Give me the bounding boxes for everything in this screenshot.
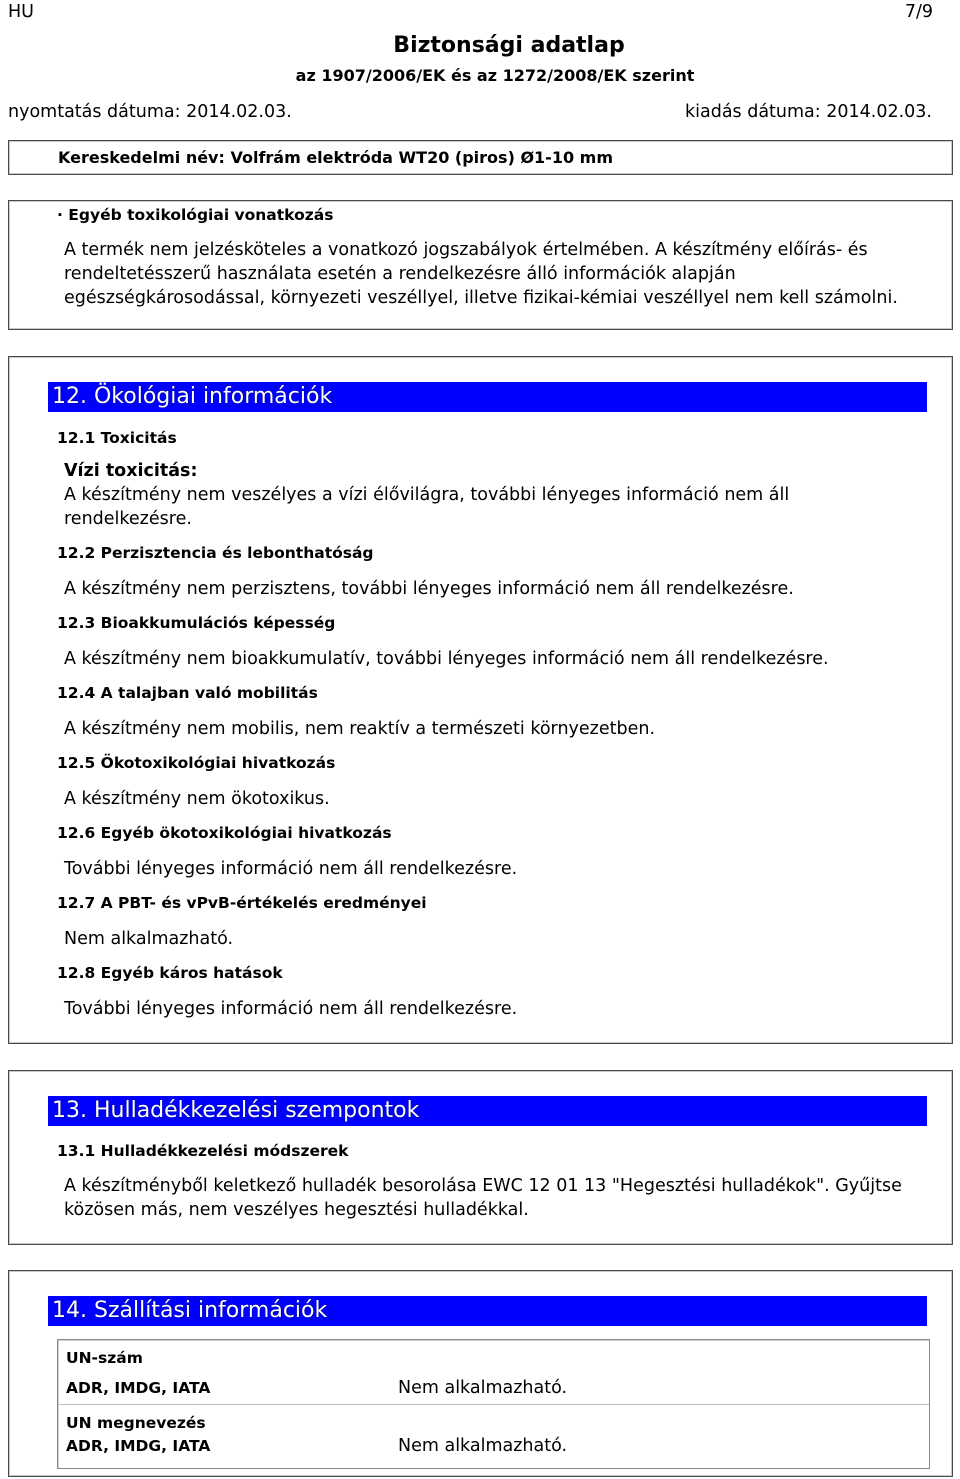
un-name-value: Nem alkalmazható. <box>398 1436 568 1456</box>
subsection-12-1-text-line: A készítmény nem veszélyes a vízi élővilágra, további lényeges információ nem áll <box>64 485 790 505</box>
table-subrow <box>66 1376 929 1400</box>
paragraph-line: rendeltetésszerű használata esetén a rendelkezésre álló információk alapján <box>64 264 736 284</box>
subsection-12-8-heading: 12.8 Egyéb káros hatások <box>57 964 283 982</box>
document-subtitle: az 1907/2006/EK és az 1272/2008/EK szerint <box>295 66 695 85</box>
paragraph-line: A készítményből keletkező hulladék besorolása EWC 12 01 13 "Hegesztési hulladékok". Gyűjtse <box>64 1176 902 1196</box>
table-subrow <box>66 1434 929 1458</box>
section-12-title-bar: 12. Ökológiai információk <box>48 382 927 412</box>
section-14-title-bar: 14. Szállítási információk <box>48 1296 927 1326</box>
print-date: nyomtatás dátuma: 2014.02.03. <box>8 102 292 122</box>
language-code: HU <box>8 2 34 22</box>
subsection-12-4-heading: 12.4 A talajban való mobilitás <box>57 684 318 702</box>
subsection-12-1-heading: 12.1 Toxicitás <box>57 429 177 447</box>
subsection-12-3-text: A készítmény nem bioakkumulatív, további lényeges információ nem áll rendelkezésre. <box>64 649 829 669</box>
subsection-12-4-text: A készítmény nem mobilis, nem reaktív a természeti környezetben. <box>64 719 656 739</box>
un-name-label: UN megnevezés <box>66 1414 206 1432</box>
paragraph-line: A termék nem jelzésköteles a vonatkozó jogszabályok értelmében. A készítmény előírás- és <box>64 240 868 260</box>
issue-date: kiadás dátuma: 2014.02.03. <box>684 102 932 122</box>
subsection-12-2-text: A készítmény nem perzisztens, további lényeges információ nem áll rendelkezésre. <box>64 579 794 599</box>
subsection-13-1-paragraph <box>9 1174 952 1222</box>
subsection-13-1-heading: 13.1 Hulladékkezelési módszerek <box>57 1142 349 1160</box>
subsection-12-3-heading: 12.3 Bioakkumulációs képesség <box>57 614 336 632</box>
transport-modes-label: ADR, IMDG, IATA <box>66 1379 211 1397</box>
trade-name: Kereskedelmi név: Volfrám elektróda WT20 (piros) Ø1-10 mm <box>58 148 613 167</box>
table-row <box>58 1405 929 1468</box>
section-13-title-bar: 13. Hulladékkezelési szempontok <box>48 1096 927 1126</box>
un-number-value: Nem alkalmazható. <box>398 1378 568 1398</box>
section-14-box <box>8 1270 953 1477</box>
transport-info-table <box>57 1339 930 1469</box>
subsection-12-7-heading: 12.7 A PBT- és vPvB-értékelés eredményei <box>57 894 427 912</box>
section-12-box <box>8 356 953 1044</box>
trade-name-box <box>8 140 953 175</box>
toxicology-other-paragraph <box>9 238 952 310</box>
aquatic-toxicity-label: Vízi toxicitás: <box>64 461 198 481</box>
toxicology-other-box <box>8 200 953 330</box>
subsection-12-5-heading: 12.5 Ökotoxikológiai hivatkozás <box>57 754 336 772</box>
subsection-12-5-text: A készítmény nem ökotoxikus. <box>64 789 330 809</box>
section-13-box <box>8 1070 953 1245</box>
subsection-12-8-text: További lényeges információ nem áll rendelkezésre. <box>64 999 518 1019</box>
toxicology-other-heading: · Egyéb toxikológiai vonatkozás <box>57 206 334 224</box>
paragraph-line: közösen más, nem veszélyes hegesztési hulladékkal. <box>64 1200 529 1220</box>
subsection-12-6-text: További lényeges információ nem áll rendelkezésre. <box>64 859 518 879</box>
subsection-12-6-heading: 12.6 Egyéb ökotoxikológiai hivatkozás <box>57 824 392 842</box>
paragraph-line: egészségkárosodással, környezeti veszéllyel, illetve fizikai-kémiai veszéllyel nem kell számolni. <box>64 288 898 308</box>
table-row <box>58 1340 929 1405</box>
subsection-12-2-heading: 12.2 Perzisztencia és lebonthatóság <box>57 544 374 562</box>
page-number: 7/9 <box>904 2 933 22</box>
transport-modes-label: ADR, IMDG, IATA <box>66 1437 211 1455</box>
document-title: Biztonsági adatlap <box>393 33 625 58</box>
subsection-12-7-text: Nem alkalmazható. <box>64 929 234 949</box>
un-number-label: UN-szám <box>66 1349 143 1367</box>
subsection-12-1-text-line: rendelkezésre. <box>64 509 192 529</box>
